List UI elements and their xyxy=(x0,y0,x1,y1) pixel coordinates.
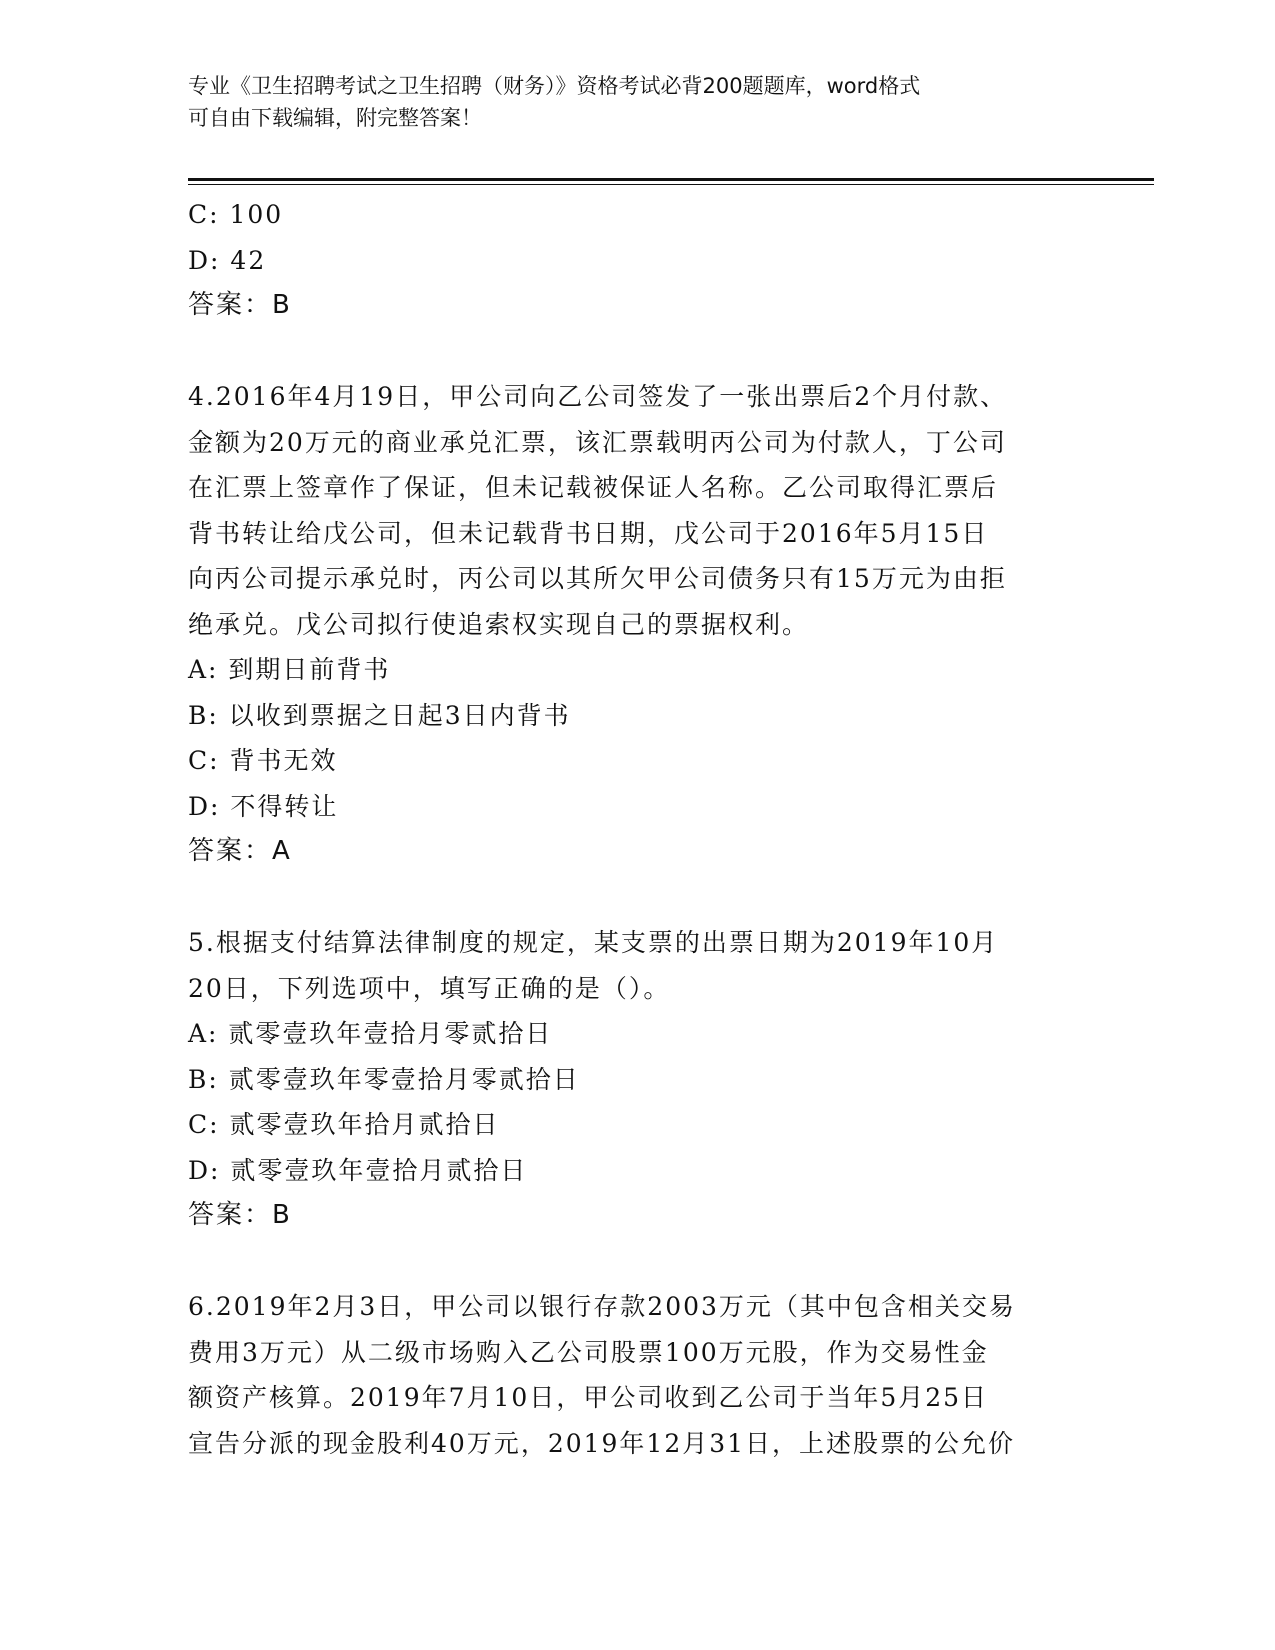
question-text-line: 20日，下列选项中，填写正确的是（）。 xyxy=(188,973,671,1003)
question-text-line: 背书转让给戊公司，但未记载背书日期，戊公司于2016年5月15日 xyxy=(188,518,989,548)
question-text-line: 绝承兑。戊公司拟行使追索权实现自己的票据权利。 xyxy=(188,609,810,639)
question-text-line: 宣告分派的现金股利40万元，2019年12月31日，上述股票的公允价 xyxy=(188,1428,1016,1458)
question-4 xyxy=(188,374,1088,875)
question-text-line: 金额为20万元的商业承兑汇票，该汇票载明丙公司为付款人，丁公司 xyxy=(188,427,1007,457)
option-d: D: 42 xyxy=(188,245,267,275)
option-d: D: 不得转让 xyxy=(188,791,339,821)
option-c: C: 背书无效 xyxy=(188,746,338,775)
question-5 xyxy=(188,920,1088,1239)
document-header xyxy=(188,70,1088,134)
option-a: A: 贰零壹玖年壹拾月零贰拾日 xyxy=(188,1019,553,1048)
option-a: A: 到期日前背书 xyxy=(188,655,391,684)
answer: 答案：B xyxy=(188,1200,292,1230)
document-body xyxy=(188,192,1088,1466)
question-text-line: 5.根据支付结算法律制度的规定，某支票的出票日期为2019年10月 xyxy=(188,928,999,957)
option-b: B: 以收到票据之日起3日内背书 xyxy=(188,700,571,730)
question-text-line: 在汇票上签章作了保证，但未记载被保证人名称。乙公司取得汇票后 xyxy=(188,473,999,502)
option-b: B: 贰零壹玖年零壹拾月零贰拾日 xyxy=(188,1064,580,1094)
question-3-tail xyxy=(188,192,1088,329)
question-text-line: 额资产核算。2019年7月10日，甲公司收到乙公司于当年5月25日 xyxy=(188,1383,989,1412)
header-rule-thick xyxy=(188,178,1154,181)
option-d: D: 贰零壹玖年壹拾月贰拾日 xyxy=(188,1155,528,1185)
question-text-line: 费用3万元）从二级市场购入乙公司股票100万元股，作为交易性金 xyxy=(188,1337,989,1367)
header-line-2: 可自由下载编辑，附完整答案！ xyxy=(188,106,482,130)
question-text-line: 4.2016年4月19日，甲公司向乙公司签发了一张出票后2个月付款、 xyxy=(188,382,1008,411)
option-c: C: 100 xyxy=(188,200,284,229)
question-text-line: 6.2019年2月3日，甲公司以银行存款2003万元（其中包含相关交易 xyxy=(188,1292,1016,1321)
question-6 xyxy=(188,1284,1088,1466)
header-rule-thin xyxy=(188,184,1154,185)
question-text-line: 向丙公司提示承兑时，丙公司以其所欠甲公司债务只有15万元为由拒 xyxy=(188,564,1007,593)
header-line-1: 专业《卫生招聘考试之卫生招聘（财务）》资格考试必背200题题库，word格式 xyxy=(188,74,921,98)
answer: 答案：A xyxy=(188,836,292,866)
answer: 答案：B xyxy=(188,290,292,320)
option-c: C: 贰零壹玖年拾月贰拾日 xyxy=(188,1110,500,1139)
